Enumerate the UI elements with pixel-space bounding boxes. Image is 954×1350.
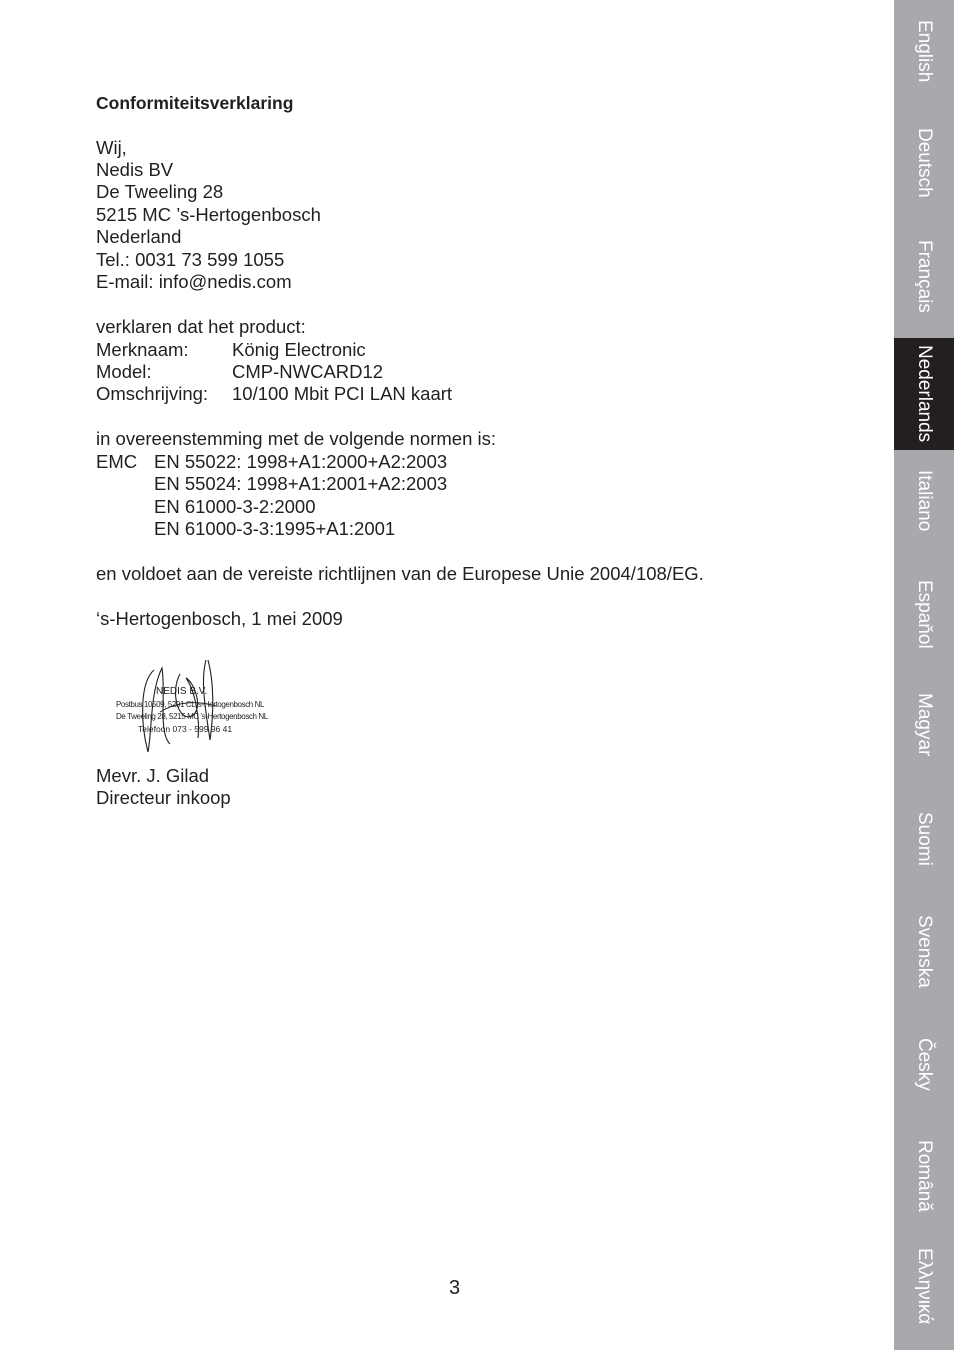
signatory-title: Directeur inkoop (96, 787, 231, 808)
declare-intro: verklaren dat het product: (96, 316, 306, 337)
model-row (96, 361, 796, 383)
tab-label: Italiano (914, 470, 935, 532)
address-line: Wij, (96, 137, 127, 158)
address-line: Tel.: 0031 73 599 1055 (96, 249, 285, 270)
signatory-name: Mevr. J. Gilad (96, 765, 210, 786)
norm-item: EN 61000-3-2:2000 (154, 496, 316, 517)
address-line: 5215 MC ’s-Hertogenbosch (96, 204, 321, 225)
tab-espanol[interactable] (894, 580, 954, 670)
tab-ellinika[interactable] (894, 1248, 954, 1348)
document-title: Conformiteitsverklaring (96, 93, 294, 113)
norms-intro: in overeenstemming met de volgende normen is: (96, 428, 497, 449)
stamp-line: De Tweeling 28, 5215 MC 's-Hertogenbosch NL (116, 712, 268, 721)
tab-italiano[interactable] (894, 470, 954, 560)
compliance-statement: en voldoet aan de vereiste richtlijnen van de Europese Unie 2004/108/EG. (96, 563, 704, 584)
tab-deutsch[interactable] (894, 128, 954, 228)
address-line: De Tweeling 28 (96, 181, 224, 202)
tab-english[interactable] (894, 20, 954, 115)
tab-label: English (914, 20, 935, 83)
norm-item: EN 55024: 1998+A1:2001+A2:2003 (154, 473, 448, 494)
norm-item: EN 55022: 1998+A1:2000+A2:2003 (154, 451, 448, 472)
tab-label: Svenska (914, 915, 935, 988)
signature-scribble (96, 652, 276, 762)
address-line: E-mail: info@nedis.com (96, 271, 292, 292)
tab-magyar[interactable] (894, 693, 954, 783)
tab-label: Nederlands (914, 345, 935, 443)
tab-svenska[interactable] (894, 915, 954, 1010)
tab-label: Deutsch (914, 128, 935, 198)
address-line: Nedis BV (96, 159, 174, 180)
description-label: Omschrijving: (96, 383, 209, 404)
tab-label: Ελληνικά (914, 1248, 935, 1325)
tab-label: Magyar (914, 693, 935, 757)
stamp-company: NEDIS B.V. (156, 686, 208, 697)
stamp-line: Telefoon 073 - 599 96 41 (138, 724, 233, 734)
emc-label: EMC (96, 451, 138, 472)
emc-row (96, 451, 796, 473)
brand-label: Merknaam: (96, 339, 189, 360)
tab-romana[interactable] (894, 1140, 954, 1235)
tab-label: Espaňol (914, 580, 935, 649)
model-value: CMP-NWCARD12 (232, 361, 384, 382)
brand-row (96, 339, 796, 361)
tab-label: Français (914, 240, 935, 313)
page-number: 3 (449, 1277, 461, 1299)
tab-label: Suomi (914, 812, 935, 866)
tab-nederlands[interactable] (894, 338, 954, 450)
place-date: ‘s-Hertogenbosch, 1 mei 2009 (96, 608, 343, 629)
address-line: Nederland (96, 226, 182, 247)
company-stamp-signature (96, 652, 276, 762)
model-label: Model: (96, 361, 152, 382)
tab-francais[interactable] (894, 240, 954, 330)
brand-value: König Electronic (232, 339, 366, 360)
tab-label: Česky (914, 1038, 935, 1091)
norm-item: EN 61000-3-3:1995+A1:2001 (154, 518, 396, 539)
tab-label: Română (914, 1140, 935, 1212)
language-sidebar (894, 0, 954, 1350)
tab-cesky[interactable] (894, 1038, 954, 1118)
description-value: 10/100 Mbit PCI LAN kaart (232, 383, 453, 404)
description-row (96, 383, 796, 405)
tab-suomi[interactable] (894, 812, 954, 892)
stamp-line: Postbus 10509, 5201 CL 's-Hertogenbosch NL (116, 700, 265, 709)
